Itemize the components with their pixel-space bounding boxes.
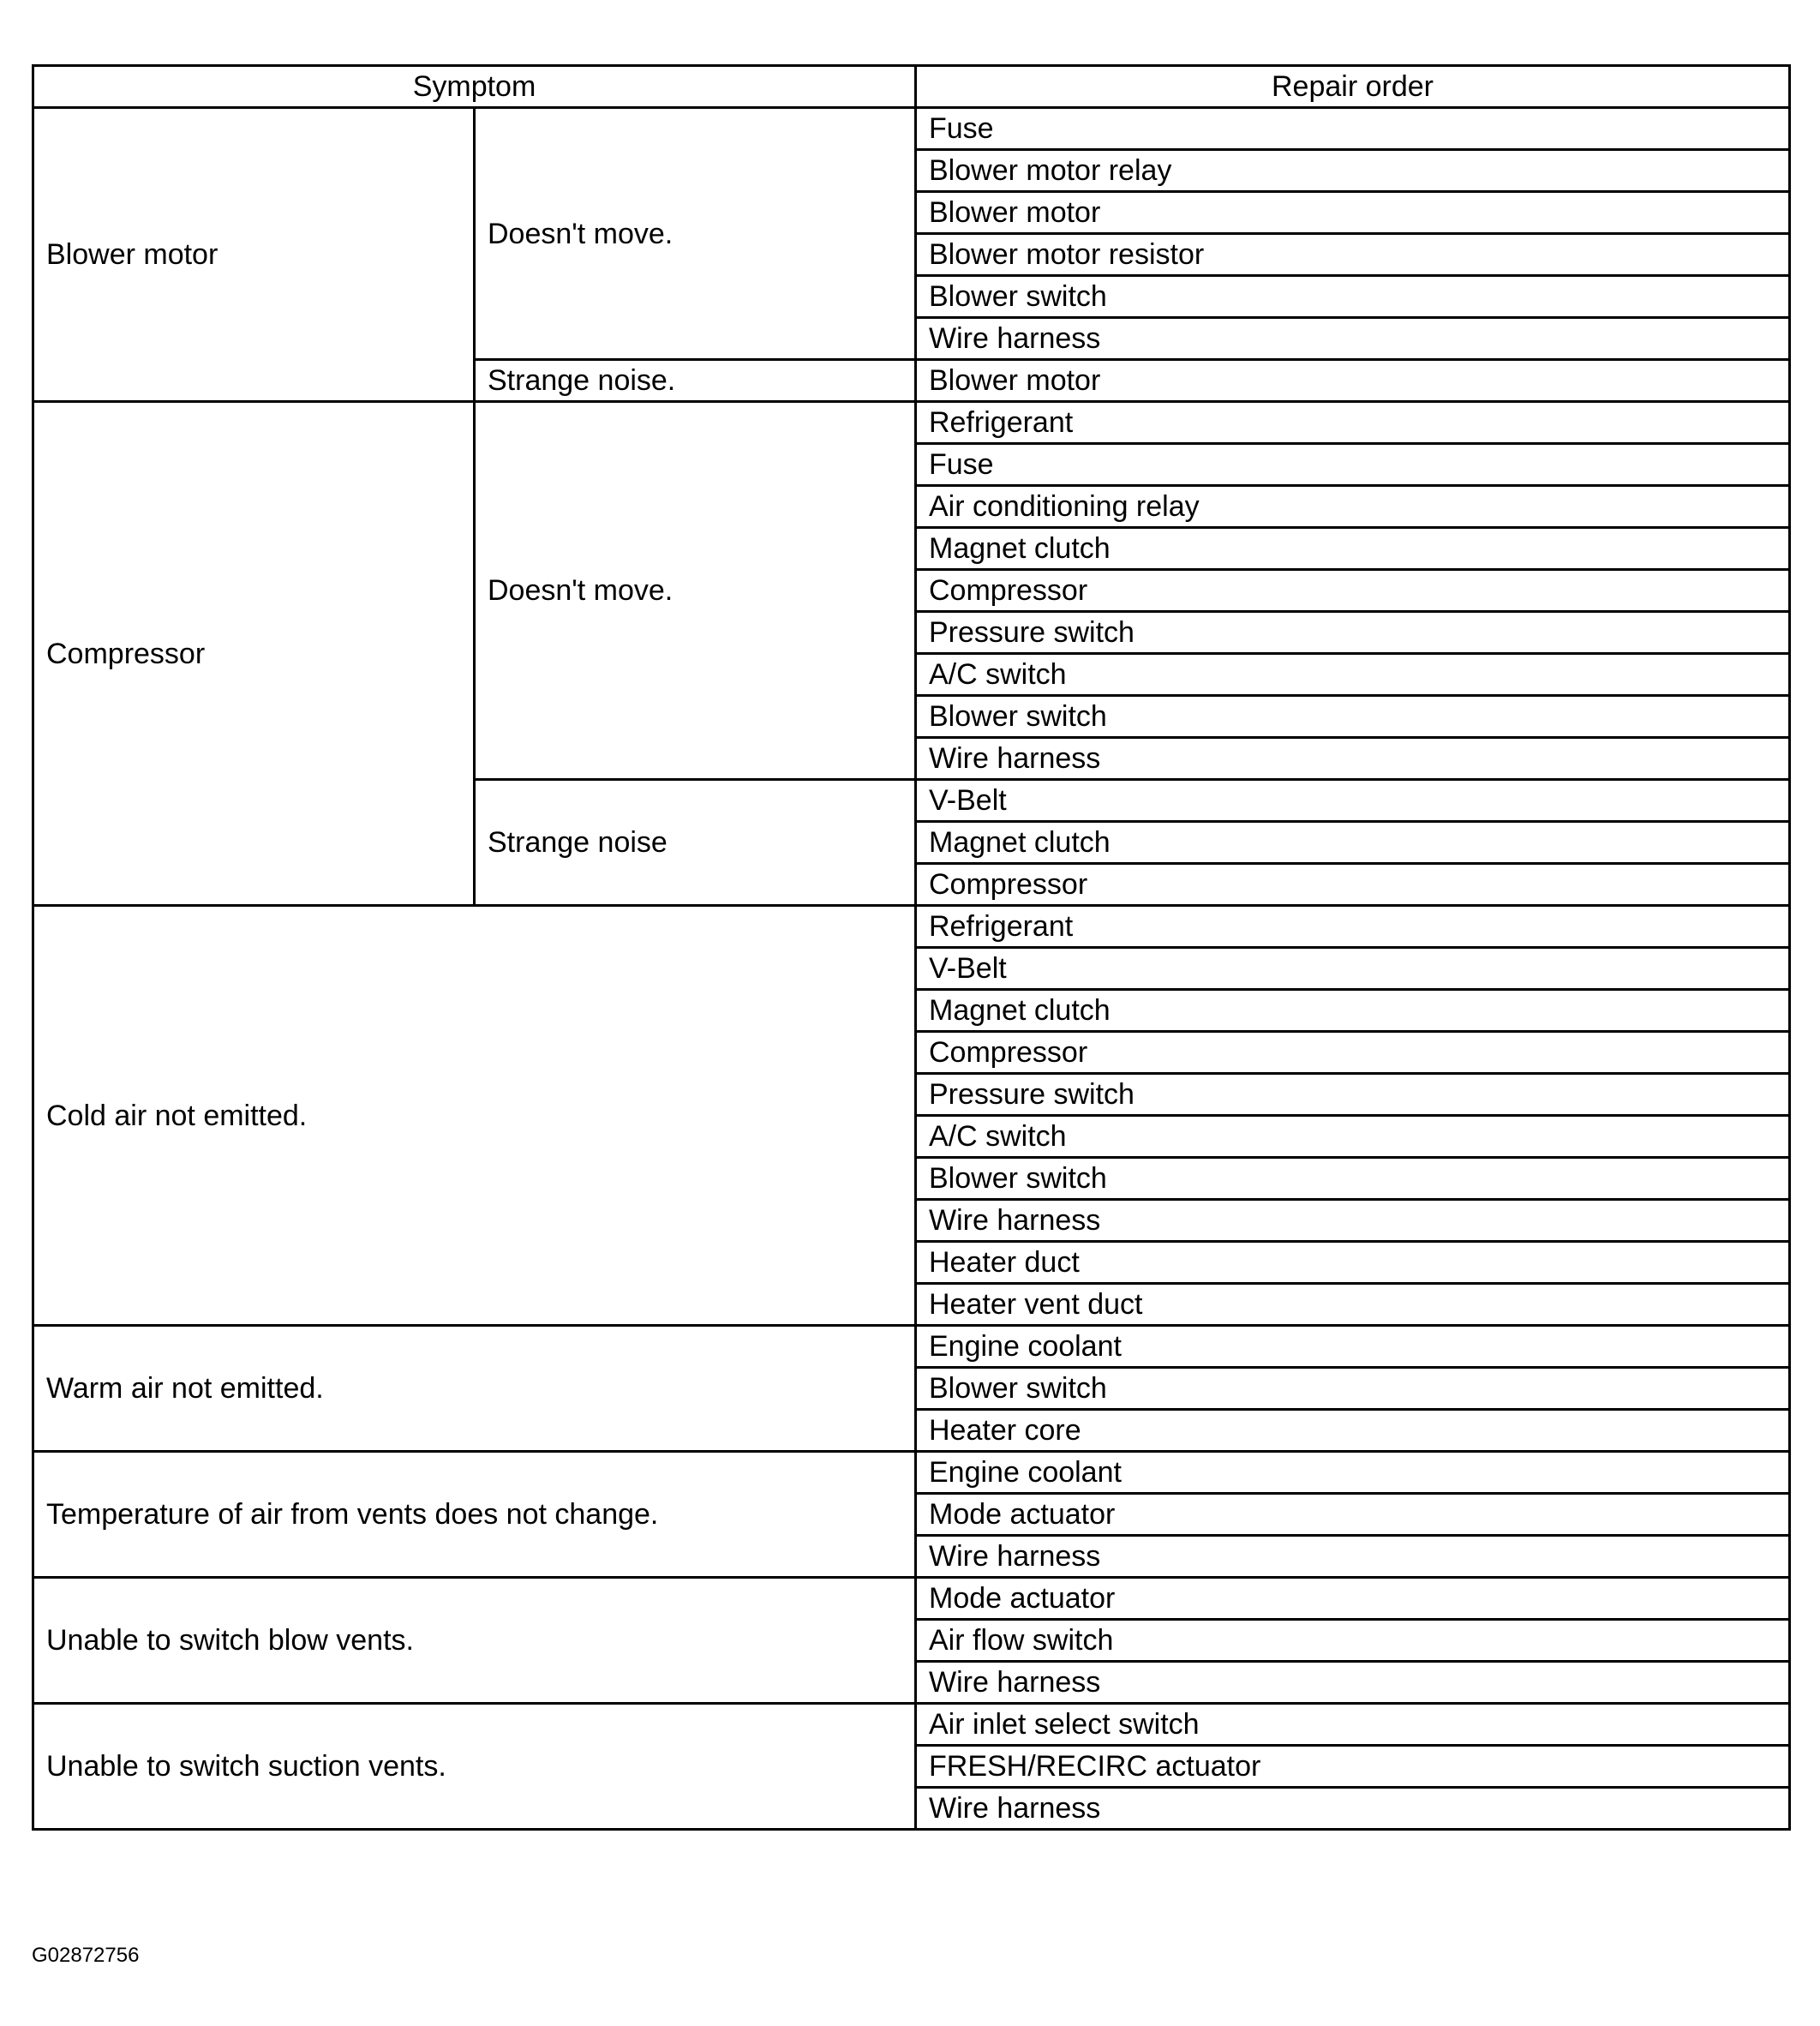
repair-cell: Magnet clutch xyxy=(916,822,1790,864)
table-row xyxy=(33,1326,1790,1368)
table-row xyxy=(33,402,1790,444)
symptom-cell: Unable to switch blow vents. xyxy=(33,1578,916,1704)
repair-cell: Blower motor xyxy=(916,360,1790,402)
repair-cell: FRESH/RECIRC actuator xyxy=(916,1746,1790,1788)
header-row xyxy=(33,66,1790,108)
table-body xyxy=(33,108,1790,1830)
repair-cell: Blower switch xyxy=(916,696,1790,738)
repair-cell: Compressor xyxy=(916,570,1790,612)
repair-cell: Engine coolant xyxy=(916,1452,1790,1494)
repair-cell: Heater duct xyxy=(916,1242,1790,1284)
table-row xyxy=(33,1704,1790,1746)
figure-id: G02872756 xyxy=(32,1944,140,1967)
troubleshooting-table xyxy=(32,64,1791,1831)
repair-cell: Magnet clutch xyxy=(916,990,1790,1032)
symptom-cell: Compressor xyxy=(33,402,475,906)
repair-cell: Air conditioning relay xyxy=(916,486,1790,528)
repair-cell: Blower switch xyxy=(916,276,1790,318)
repair-cell: Blower motor xyxy=(916,192,1790,234)
repair-cell: V-Belt xyxy=(916,780,1790,822)
sub-symptom-cell: Strange noise. xyxy=(475,360,916,402)
repair-cell: Mode actuator xyxy=(916,1494,1790,1536)
repair-cell: Refrigerant xyxy=(916,906,1790,948)
repair-cell: Wire harness xyxy=(916,1536,1790,1578)
symptom-cell: Cold air not emitted. xyxy=(33,906,916,1326)
repair-cell: Wire harness xyxy=(916,1788,1790,1830)
sub-symptom-cell: Doesn't move. xyxy=(475,108,916,360)
repair-cell: Heater core xyxy=(916,1410,1790,1452)
repair-cell: Blower motor relay xyxy=(916,150,1790,192)
table-row xyxy=(33,1452,1790,1494)
repair-cell: Pressure switch xyxy=(916,1074,1790,1116)
repair-order-header: Repair order xyxy=(916,66,1790,108)
repair-cell: Compressor xyxy=(916,864,1790,906)
table-row xyxy=(33,108,1790,150)
repair-cell: Wire harness xyxy=(916,1200,1790,1242)
repair-cell: Air inlet select switch xyxy=(916,1704,1790,1746)
symptom-cell: Temperature of air from vents does not change. xyxy=(33,1452,916,1578)
repair-cell: Refrigerant xyxy=(916,402,1790,444)
repair-cell: Air flow switch xyxy=(916,1620,1790,1662)
repair-cell: Heater vent duct xyxy=(916,1284,1790,1326)
repair-cell: Magnet clutch xyxy=(916,528,1790,570)
symptom-header: Symptom xyxy=(33,66,916,108)
sub-symptom-cell: Strange noise xyxy=(475,780,916,906)
sub-symptom-cell: Doesn't move. xyxy=(475,402,916,780)
repair-cell: Wire harness xyxy=(916,318,1790,360)
repair-cell: Engine coolant xyxy=(916,1326,1790,1368)
repair-cell: Blower switch xyxy=(916,1368,1790,1410)
repair-cell: Pressure switch xyxy=(916,612,1790,654)
repair-cell: V-Belt xyxy=(916,948,1790,990)
table-row xyxy=(33,1578,1790,1620)
repair-cell: Fuse xyxy=(916,444,1790,486)
repair-cell: Blower switch xyxy=(916,1158,1790,1200)
repair-cell: Wire harness xyxy=(916,738,1790,780)
repair-cell: Fuse xyxy=(916,108,1790,150)
table-row xyxy=(33,906,1790,948)
repair-cell: A/C switch xyxy=(916,654,1790,696)
repair-cell: Compressor xyxy=(916,1032,1790,1074)
repair-cell: Blower motor resistor xyxy=(916,234,1790,276)
repair-cell: Wire harness xyxy=(916,1662,1790,1704)
symptom-cell: Warm air not emitted. xyxy=(33,1326,916,1452)
repair-cell: A/C switch xyxy=(916,1116,1790,1158)
symptom-cell: Blower motor xyxy=(33,108,475,402)
repair-cell: Mode actuator xyxy=(916,1578,1790,1620)
symptom-cell: Unable to switch suction vents. xyxy=(33,1704,916,1830)
